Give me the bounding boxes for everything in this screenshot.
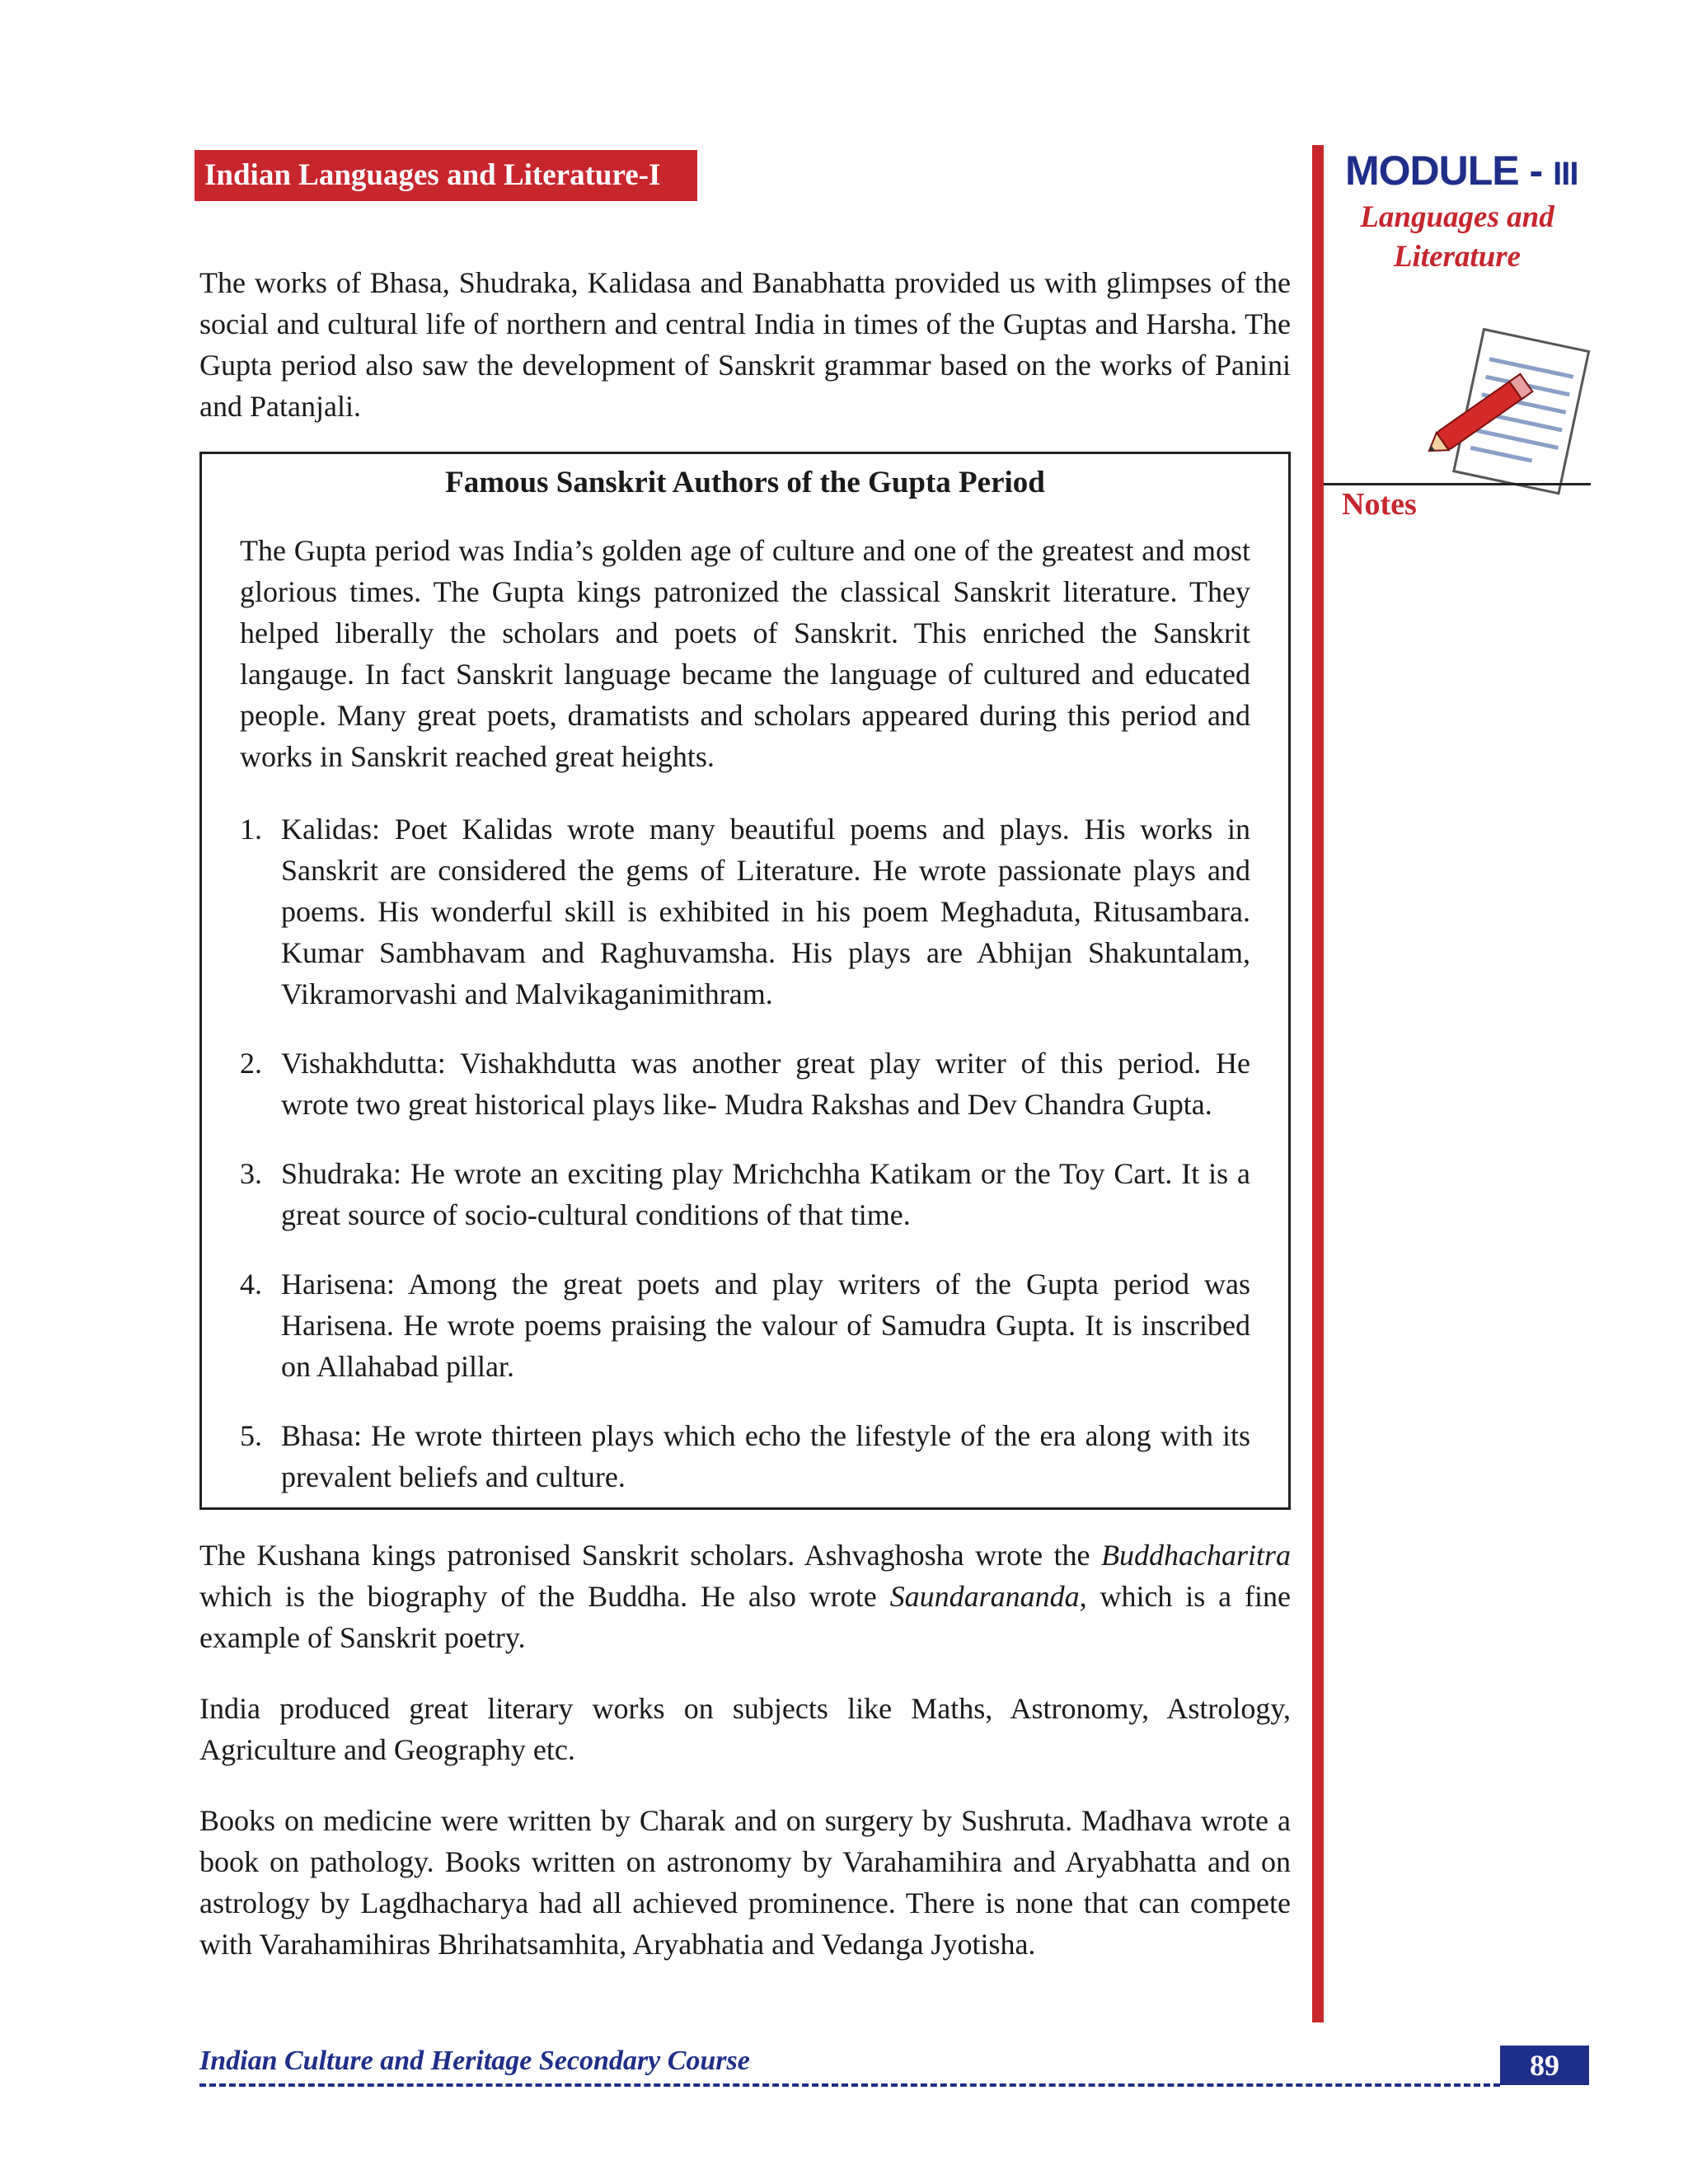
paragraph-subjects: India produced great literary works on subjects like Maths, Astronomy, Astrology, Agriculture and Geography etc. (199, 1692, 1291, 1766)
chapter-title: Indian Languages and Literature-I (195, 150, 697, 201)
footer-dashed-rule (199, 2083, 1500, 2087)
margin-divider (1312, 145, 1324, 2022)
footer-course-title: Indian Culture and Heritage Secondary Course (199, 2046, 750, 2076)
paragraph-medicine: Books on medicine were written by Charak and on surgery by Sushruta. Madhava wrote a book on pathology. Books written on astronomy by Varahamihira and Aryabhatta and on astrology by Lagdhacharya had all achieved prominence. There is none that can compete with Varahamihiras Bhrihatsamhita, Aryabhatia and Vedanga Jyotisha. (199, 1804, 1291, 1961)
list-text: Shudraka: He wrote an exciting play Mrichchha Katikam or the Toy Cart. It is a great source of socio-cultural conditions of that time. (281, 1157, 1250, 1231)
authors-box (199, 452, 1291, 1510)
list-text: Vishakhdutta: Vishakhdutta was another great play writer of this period. He wrote two great historical plays like- Mudra Rakshas and Dev Chandra Gupta. (281, 1047, 1250, 1121)
list-item (240, 1043, 1250, 1125)
module-label: MODULE - (1345, 148, 1554, 194)
list-text: Bhasa: He wrote thirteen plays which echo the lifestyle of the era along with its prevalent beliefs and culture. (281, 1419, 1250, 1493)
list-number: 3. (240, 1157, 262, 1190)
paragraph-intro: The works of Bhasa, Shudraka, Kalidasa and Banabhatta provided us with glimpses of the social and cultural life of northern and central India in times of the Guptas and Harsha. The Gupta period also saw the development of Sanskrit grammar based on the works of Panini and Patanjali. (199, 266, 1291, 423)
list-text: Harisena: Among the great poets and play writers of the Gupta period was Harisena. He wrote poems praising the valour of Samudra Gupta. It is inscribed on Allahabad pillar. (281, 1268, 1250, 1383)
para2-part3: which is a fine example of Sanskrit poetry. (199, 1580, 1292, 1654)
box-intro: The Gupta period was India’s golden age of culture and one of the greatest and most glorious times. The Gupta kings patronized the classical Sanskrit literature. They helped liberally the scholars and poets of Sanskrit. This enriched the Sanskrit langauge. In fact Sanskrit language became the language of cultured and educated people. Many great poets, dramatists and scholars appeared during this period and works in Sanskrit reached great heights. (240, 534, 1250, 773)
list-item (240, 1153, 1250, 1235)
authors-list (240, 808, 1250, 1526)
module-heading (1345, 147, 1578, 194)
para2-part2: which is the biography of the Buddha. He also wrote (199, 1580, 890, 1613)
list-item (240, 808, 1250, 1015)
notes-label: Notes (1342, 487, 1417, 522)
list-number: 1. (240, 813, 262, 846)
page-number: 89 (1500, 2046, 1589, 2085)
list-item (240, 1263, 1250, 1387)
section-name: Languages and Literature (1360, 200, 1554, 274)
list-number: 2. (240, 1047, 262, 1080)
paragraph-kushana (199, 1535, 1291, 1658)
notes-rule (1324, 483, 1591, 485)
list-number: 4. (240, 1268, 262, 1301)
module-number: III (1553, 156, 1578, 192)
box-title: Famous Sanskrit Authors of the Gupta Period (445, 466, 1045, 499)
para2-part1: The Kushana kings patronised Sanskrit scholars. Ashvaghosha wrote the (199, 1539, 1101, 1572)
para2-italic1: Buddhacharitra (1101, 1539, 1291, 1572)
list-number: 5. (240, 1419, 262, 1452)
list-text: Kalidas: Poet Kalidas wrote many beautiful poems and plays. His works in Sanskrit are considered the gems of Literature. He wrote passionate plays and poems. His wonderful skill is exhibited in his poem Meghaduta, Ritusambara. Kumar Sambhavam and Raghuvamsha. His plays are Abhijan Shakuntalam, Vikramorvashi and Malvikaganimithram. (281, 813, 1250, 1010)
para2-italic2: Saundarananda, (889, 1580, 1087, 1613)
list-item (240, 1415, 1250, 1497)
